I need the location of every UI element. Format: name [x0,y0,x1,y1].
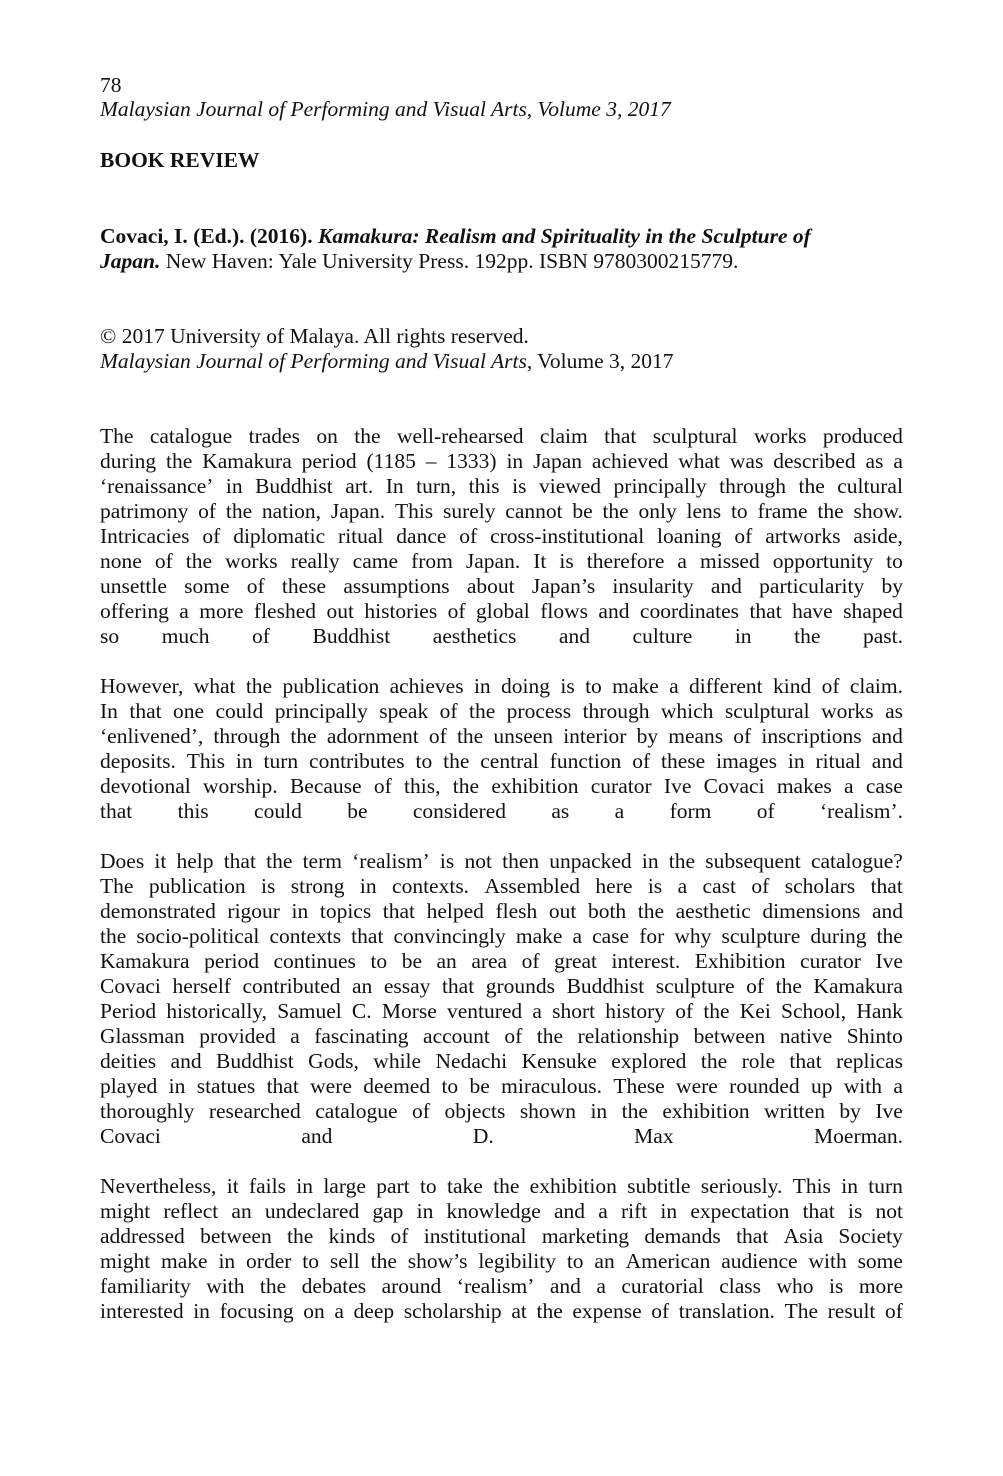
journal-volume: , Volume 3, 2017 [526,349,674,373]
text-line: In that one could principally speak of the process through which sculptural works as [100,699,903,723]
citation-title-end: Japan. [100,249,161,273]
text-line: the socio-political contexts that convincingly make a case for why sculpture during the [100,924,903,948]
body-paragraph-2 [100,674,903,824]
text-line: might make in order to sell the show’s legibility to an American audience with some [100,1249,903,1273]
text-line: during the Kamakura period (1185 – 1333) in Japan achieved what was described as a [100,449,903,473]
page-number: 78 [100,73,122,97]
text-line: ‘enlivened’, through the adornment of the unseen interior by means of inscriptions and [100,724,903,748]
text-line: The publication is strong in contexts. Assembled here is a cast of scholars that [100,874,903,898]
section-title: BOOK REVIEW [100,148,260,172]
copyright-notice: © 2017 University of Malaya. All rights reserved. [100,324,529,348]
text-line: so much of Buddhist aesthetics and culture in the past. [100,624,903,648]
text-line: Covaci and D. Max Moerman. [100,1124,903,1148]
text-line: patrimony of the nation, Japan. This surely cannot be the only lens to frame the show. [100,499,903,523]
text-line: none of the works really came from Japan. It is therefore a missed opportunity to [100,549,903,573]
citation-publisher: New Haven: Yale University Press. 192pp. ISBN 9780300215779. [165,249,739,273]
text-line: played in statues that were deemed to be miraculous. These were rounded up with a [100,1074,903,1098]
journal-citation-line [100,349,674,374]
text-line: ‘renaissance’ in Buddhist art. In turn, this is viewed principally through the cultural [100,474,903,498]
text-line: Covaci herself contributed an essay that grounds Buddhist sculpture of the Kamakura [100,974,903,998]
text-line: offering a more fleshed out histories of global flows and coordinates that have shaped [100,599,903,623]
text-line: interested in focusing on a deep scholarship at the expense of translation. The result of [100,1299,903,1323]
text-line: Kamakura period continues to be an area of great interest. Exhibition curator Ive [100,949,903,973]
text-line: The catalogue trades on the well-rehearsed claim that sculptural works produced [100,424,903,448]
text-line: deities and Buddhist Gods, while Nedachi Kensuke explored the role that replicas [100,1049,903,1073]
text-line: However, what the publication achieves in doing is to make a different kind of claim. [100,674,903,698]
text-line: unsettle some of these assumptions about Japan’s insularity and particularity by [100,574,903,598]
text-line: Does it help that the term ‘realism’ is not then unpacked in the subsequent catalogue? [100,849,903,873]
text-line: that this could be considered as a form of ‘realism’. [100,799,903,823]
text-line: Glassman provided a fascinating account of the relationship between native Shinto [100,1024,903,1048]
text-line: Nevertheless, it fails in large part to take the exhibition subtitle seriously. This in turn [100,1174,903,1198]
body-paragraph-3 [100,849,903,1149]
text-line: might reflect an undeclared gap in knowledge and a rift in expectation that is not [100,1199,903,1223]
body-paragraph-4 [100,1174,903,1324]
journal-name: Malaysian Journal of Performing and Visual Arts [100,349,527,373]
text-line: familiarity with the debates around ‘realism’ and a curatorial class who is more [100,1274,903,1298]
text-line: devotional worship. Because of this, the exhibition curator Ive Covaci makes a case [100,774,903,798]
citation-authors-year: Covaci, I. (Ed.). (2016). [100,224,313,248]
text-line: thoroughly researched catalogue of objects shown in the exhibition written by Ive [100,1099,903,1123]
text-line: Period historically, Samuel C. Morse ventured a short history of the Kei School, Hank [100,999,903,1023]
citation-line-2 [100,249,738,274]
citation-title: Kamakura: Realism and Spirituality in the Sculpture of [317,224,811,248]
text-line: Intricacies of diplomatic ritual dance of cross-institutional loaning of artworks aside, [100,524,903,548]
citation-line-1 [100,224,811,249]
text-line: deposits. This in turn contributes to the central function of these images in ritual and [100,749,903,773]
running-header: Malaysian Journal of Performing and Visual Arts, Volume 3, 2017 [100,97,671,121]
text-line: demonstrated rigour in topics that helped flesh out both the aesthetic dimensions and [100,899,903,923]
text-line: addressed between the kinds of institutional marketing demands that Asia Society [100,1224,903,1248]
body-paragraph-1 [100,424,903,649]
